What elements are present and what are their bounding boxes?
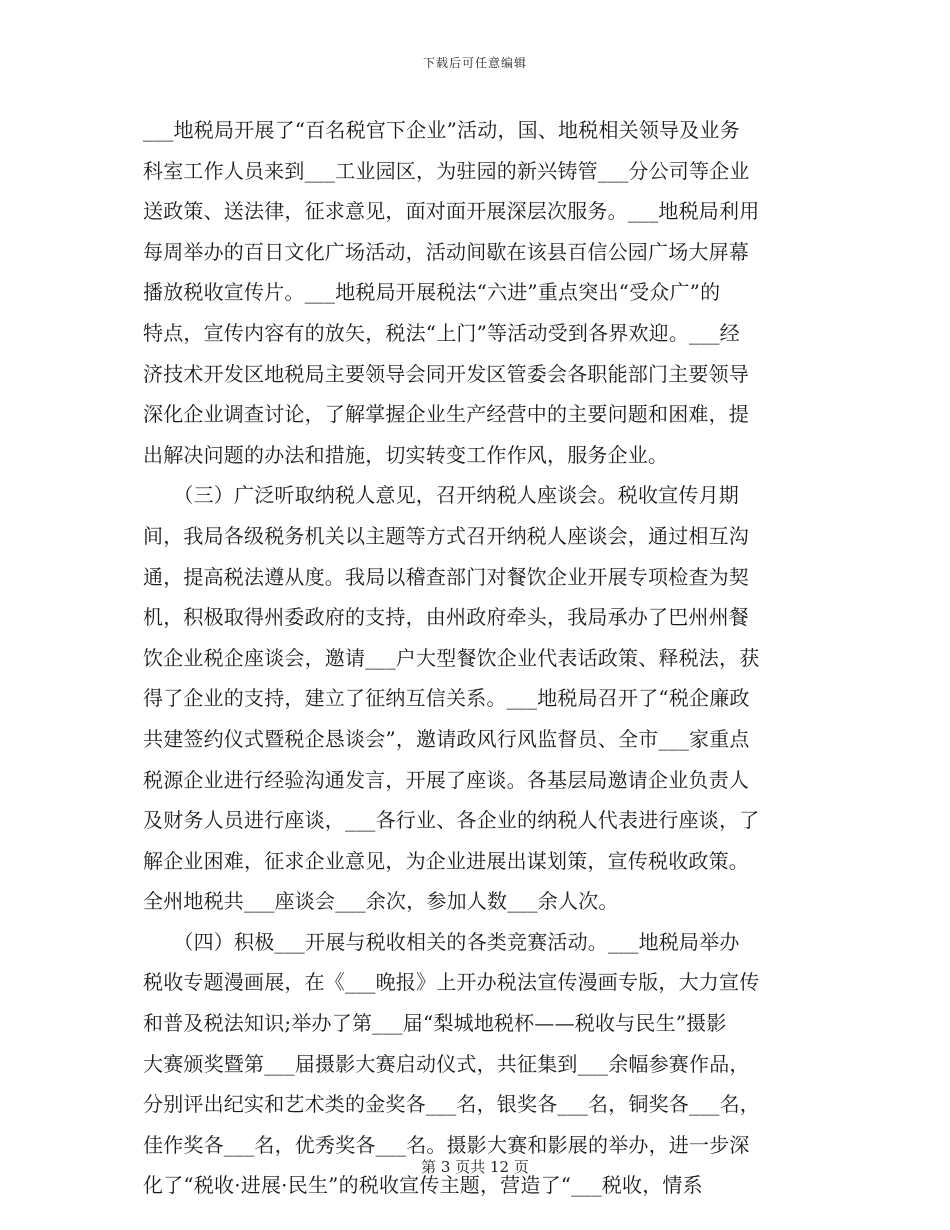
text-line: 共建签约仪式暨税企恳谈会”，邀请政风行风监督员、全市___家重点 — [143, 726, 750, 751]
text-line: 通，提高税法遵从度。我局以稽查部门对餐饮企业开展专项检查为契 — [143, 564, 749, 589]
text-line: 特点，宣传内容有的放矢，税法“上门”等活动受到各界欢迎。___经 — [143, 320, 740, 345]
text-line: 得了企业的支持，建立了征纳互信关系。___地税局召开了“税企廉政 — [143, 686, 750, 711]
text-line: 济技术开发区地税局主要领导会同开发区管委会各职能部门主要领导 — [143, 361, 749, 386]
text-line: 科室工作人员来到___工业园区，为驻园的新兴铸管___分公司等企业 — [143, 158, 750, 183]
text-line: 大赛颁奖暨第___届摄影大赛启动仪式，共征集到___余幅参赛作品， — [143, 1051, 750, 1076]
text-line: 分别评出纪实和艺术类的金奖各___名，银奖各___名，铜奖各___名， — [143, 1092, 760, 1117]
text-line: 送政策、送法律，征求意见，面对面开展深层次服务。___地税局利用 — [143, 199, 760, 224]
page-footer: 第 3 页共 12 页 — [421, 1158, 529, 1176]
text-line: 每周举办的百日文化广场活动，活动间歇在该县百信公园广场大屏幕 — [143, 239, 749, 264]
text-line: 间，我局各级税务机关以主题等方式召开纳税人座谈会，通过相互沟 — [143, 523, 749, 548]
page-header: 下载后可任意编辑 — [422, 56, 527, 70]
text-line: 解企业困难，征求企业意见，为企业进展出谋划策，宣传税收政策。 — [143, 848, 749, 873]
text-line: 化了“税收·进展·民生”的税收宣传主题，营造了“___税收，情系 — [143, 1173, 703, 1198]
text-line: 和普及税法知识;举办了第___届“梨城地税杯——税收与民生”摄影 — [143, 1011, 727, 1036]
text-line: 机，积极取得州委政府的支持，由州政府牵头，我局承办了巴州州餐 — [143, 605, 749, 630]
text-line: 出解决问题的办法和措施，切实转变工作作风，服务企业。 — [143, 442, 669, 467]
text-line: 饮企业税企座谈会，邀请___户大型餐饮企业代表话政策、释税法，获 — [143, 645, 760, 670]
text-line: 税收专题漫画展，在《___晚报》上开办税法宣传漫画专版，大力宣传 — [143, 970, 760, 995]
text-line: 税源企业进行经验沟通发言，开展了座谈。各基层局邀请企业负责人 — [143, 767, 749, 792]
section-heading-line: （四）积极___开展与税收相关的各类竞赛活动。___地税局举办 — [143, 929, 740, 954]
text-line: ___地税局开展了“百名税官下企业”活动，国、地税相关领导及业务 — [143, 118, 740, 142]
document-body — [143, 110, 815, 1206]
text-line: 及财务人员进行座谈，___各行业、各企业的纳税人代表进行座谈，了 — [143, 808, 760, 833]
text-line: 播放税收宣传片。___地税局开展税法“六进”重点突出“受众广”的 — [143, 280, 721, 305]
text-line: 深化企业调查讨论，了解掌握企业生产经营中的主要问题和困难，提 — [143, 402, 749, 427]
text-line: 佳作奖各___名，优秀奖各___名。摄影大赛和影展的举办，进一步深 — [143, 1132, 750, 1157]
text-line: 全州地税共___座谈会___余次，参加人数___余人次。 — [143, 889, 619, 914]
section-heading-line: （三）广泛听取纳税人意见，召开纳税人座谈会。税收宣传月期 — [143, 483, 739, 508]
